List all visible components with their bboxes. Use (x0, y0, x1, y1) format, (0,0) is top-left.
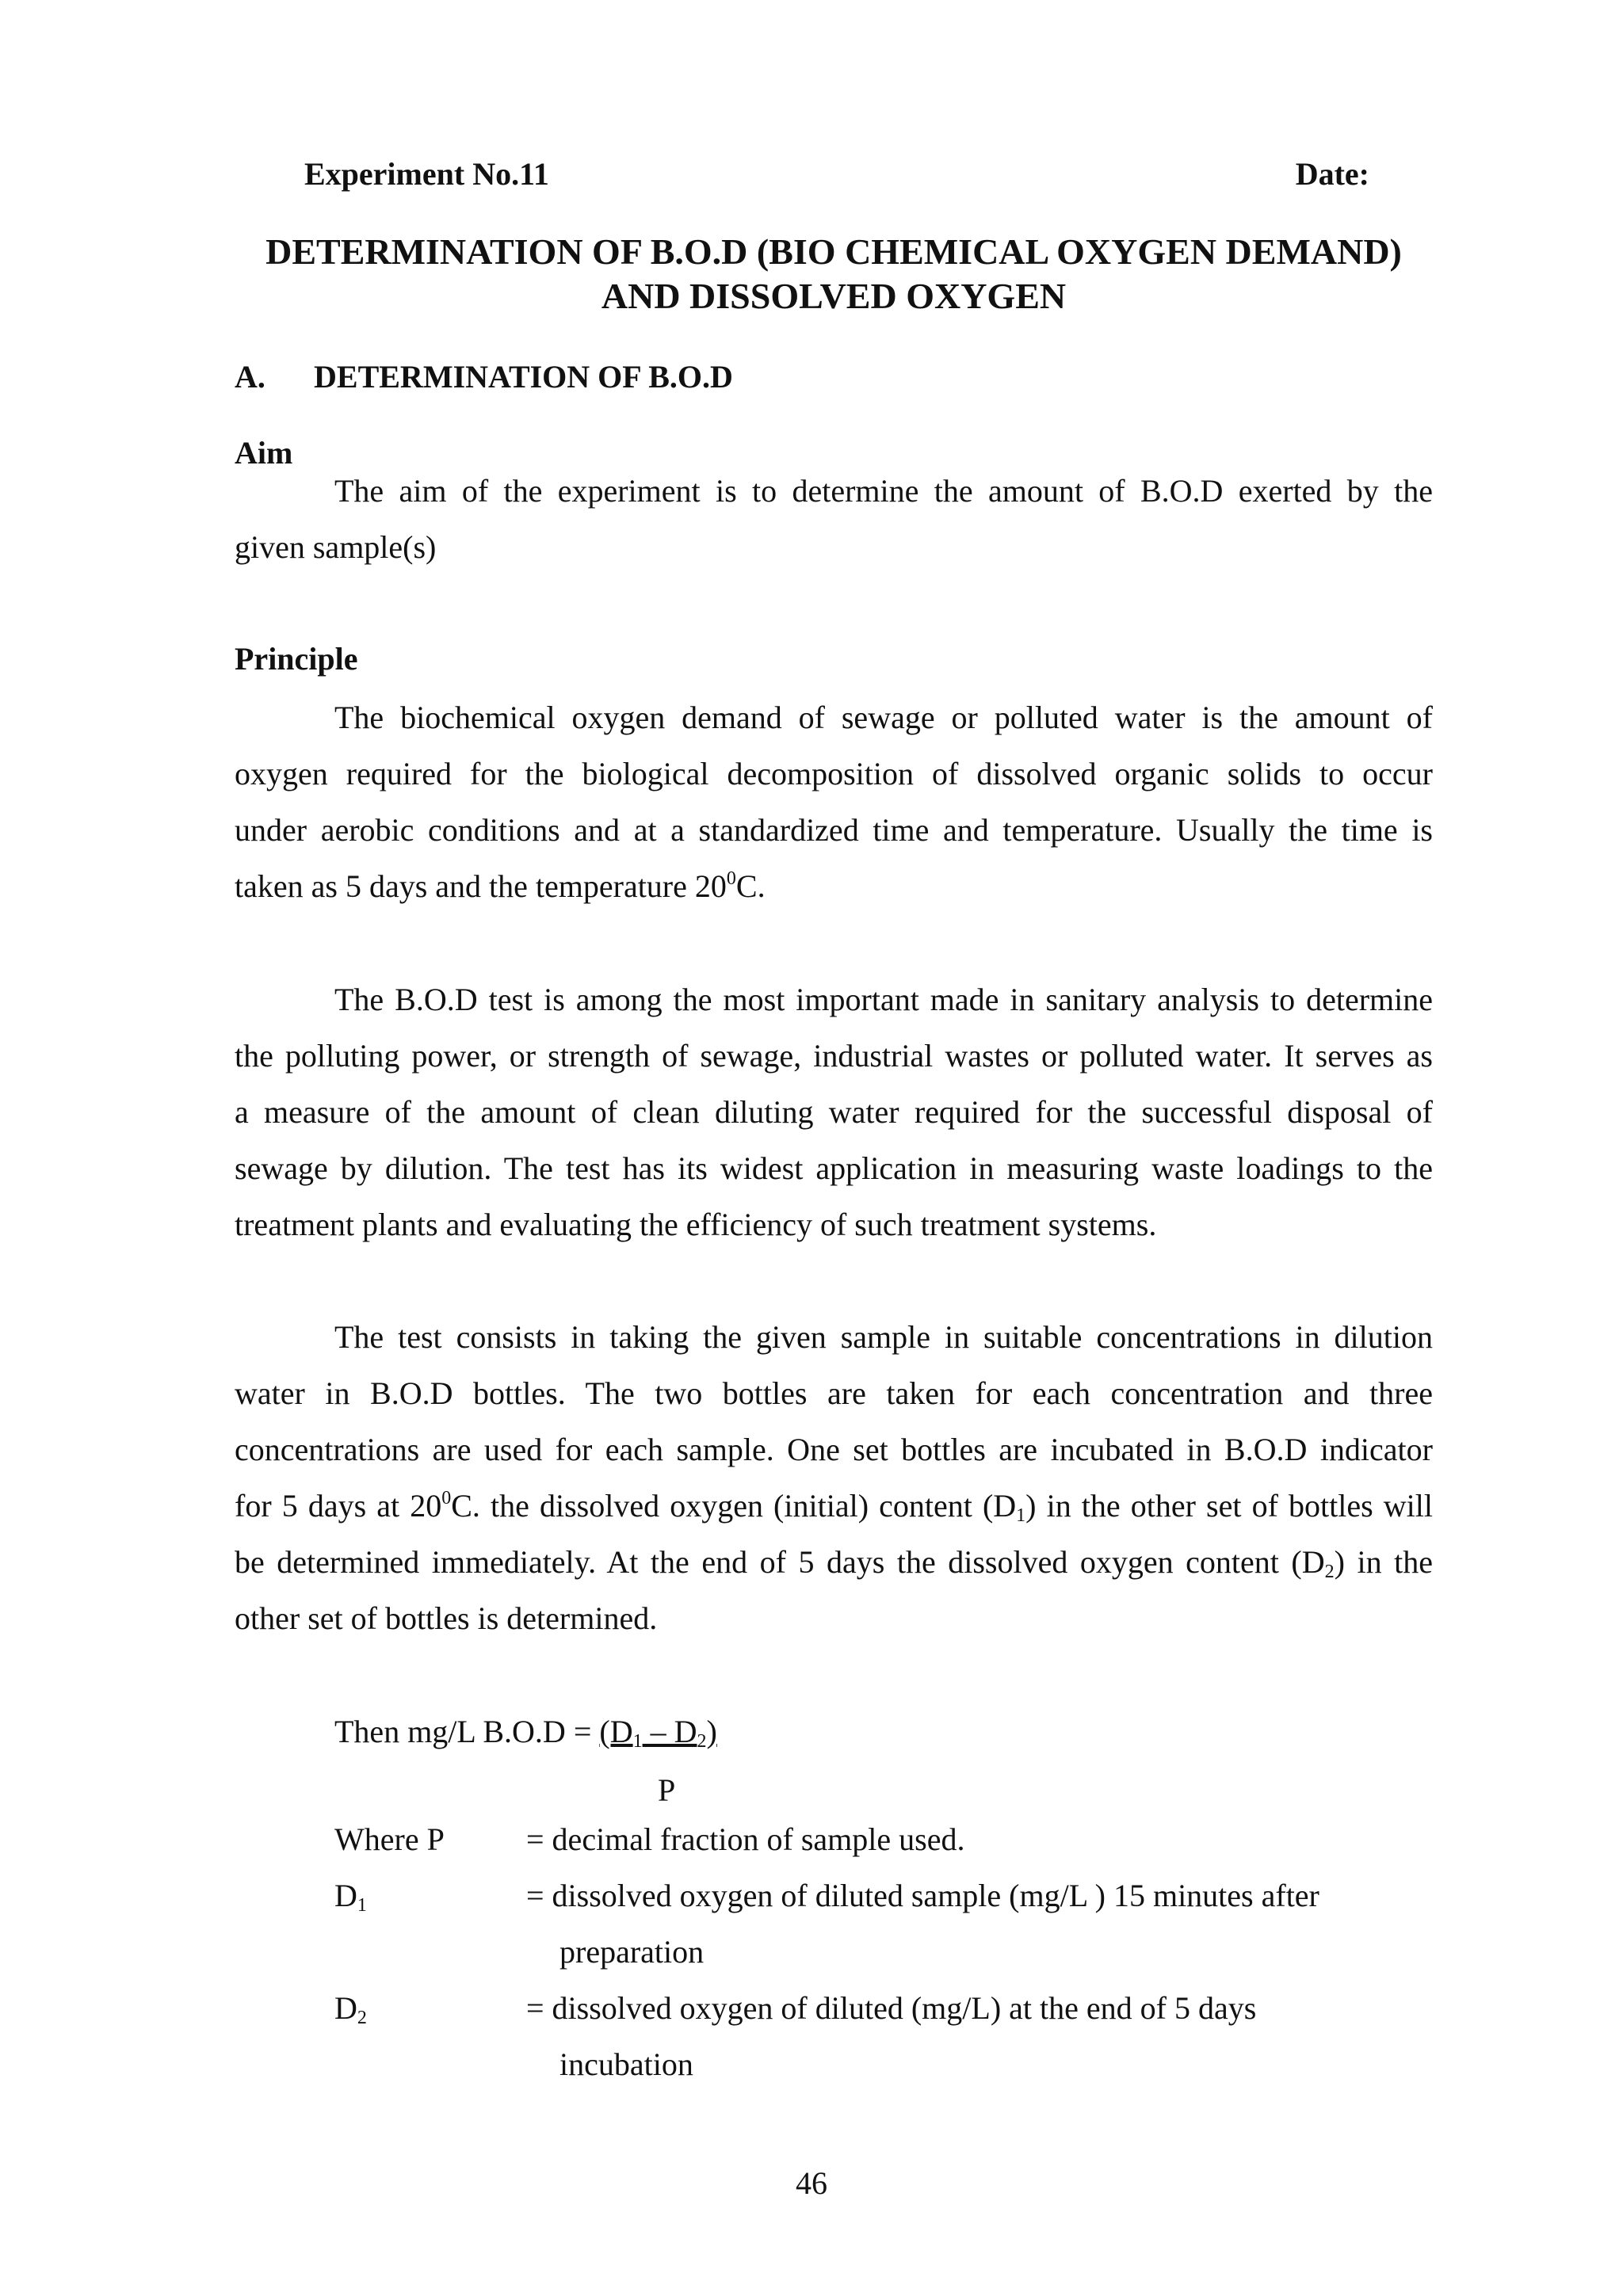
p3-line-5-b: ) in the (1334, 1544, 1433, 1580)
aim-line-1: The aim of the experiment is to determine the amount of B.O.D exerted by the (334, 473, 1433, 509)
p1-line-1: The biochemical oxygen demand of sewage or polluted water is the amount of (334, 700, 1433, 735)
numerator-open: (D (599, 1714, 633, 1749)
section-heading (235, 358, 733, 395)
desc-line: = dissolved oxygen of diluted (mg/L) at the end of 5 days (526, 1990, 1257, 2026)
aim-line-2: given sample(s) (235, 529, 437, 565)
desc-continuation: preparation (559, 1934, 705, 1970)
aim-paragraph (235, 463, 1433, 575)
p1-line-3: under aerobic conditions and at a standardized time and temperature. Usually the time is (235, 812, 1433, 848)
d2-subscript: 2 (1324, 1562, 1335, 1582)
formula-prefix: Then mg/L B.O.D = (334, 1714, 600, 1749)
p1-line-4-text: taken as 5 days and the temperature 20 (235, 868, 727, 904)
principle-paragraph-2 (235, 971, 1433, 1253)
p3-line-4 (235, 1478, 1433, 1534)
definition-term (334, 1980, 367, 2036)
term-base: D (334, 1878, 357, 1913)
p2-line-1: The B.O.D test is among the most important made in sanitary analysis to determine (334, 982, 1433, 1017)
principle-paragraph-3 (235, 1309, 1433, 1646)
degree-superscript: 0 (441, 1488, 452, 1508)
p2-line-4: sewage by dilution. The test has its widest application in measuring waste loadings to the (235, 1150, 1433, 1186)
p1-line-2: oxygen required for the biological decomposition of dissolved organic solids to occur (235, 756, 1433, 791)
term-base: D (334, 1990, 357, 2026)
degree-superscript: 0 (726, 868, 736, 889)
p2-line-2: the polluting power, or strength of sewage, industrial wastes or polluted water. It serves as (235, 1038, 1433, 1074)
p3-line-6: other set of bottles is determined. (235, 1600, 658, 1636)
definition-term: Where P (334, 1821, 445, 1857)
desc-line: = dissolved oxygen of diluted sample (mg/L ) 15 minutes after (526, 1878, 1319, 1913)
p3-line-4-b: C. the dissolved oxygen (initial) content (D (451, 1488, 1017, 1524)
numerator-sub-2: 2 (697, 1731, 707, 1752)
experiment-number: Experiment No.11 (304, 156, 549, 192)
page-title (235, 230, 1433, 318)
formula-numerator (599, 1714, 717, 1752)
title-line-1: DETERMINATION OF B.O.D (BIO CHEMICAL OXYGEN DEMAND) (265, 231, 1402, 272)
title-line-2: AND DISSOLVED OXYGEN (601, 276, 1067, 316)
numerator-close: ) (706, 1714, 717, 1749)
p3-line-4-c: ) in the other set of bottles will (1025, 1488, 1433, 1524)
bod-formula (334, 1713, 717, 1750)
page-number: 46 (796, 2165, 827, 2201)
definition-term (334, 1867, 367, 1924)
numerator-mid: – D (642, 1714, 697, 1749)
p1-line-4 (235, 858, 1433, 914)
definition-desc (526, 1867, 1477, 1980)
principle-paragraph-1 (235, 689, 1433, 914)
numerator-sub-1: 1 (632, 1731, 643, 1752)
aim-heading: Aim (235, 435, 293, 471)
d1-subscript: 1 (1016, 1505, 1026, 1526)
p3-line-4-a: for 5 days at 20 (235, 1488, 442, 1524)
p3-line-1: The test consists in taking the given sample in suitable concentrations in dilution (334, 1319, 1433, 1355)
term-sub: 2 (357, 2008, 367, 2028)
principle-heading: Principle (235, 641, 358, 677)
p3-line-2: water in B.O.D bottles. The two bottles are taken for each concentration and three (235, 1375, 1433, 1411)
definition-desc: = decimal fraction of sample used. (526, 1821, 965, 1857)
p3-line-3: concentrations are used for each sample. One set bottles are incubated in B.O.D indicator (235, 1432, 1433, 1467)
p3-line-5-a: be determined immediately. At the end of 5 days the dissolved oxygen content (D (235, 1544, 1325, 1580)
section-letter: A. (235, 359, 265, 395)
formula-denominator: P (658, 1772, 676, 1808)
term-sub: 1 (357, 1895, 367, 1916)
definition-desc (526, 1980, 1477, 2092)
p2-line-5: treatment plants and evaluating the efficiency of such treatment systems. (235, 1207, 1157, 1242)
p1-line-4-end: C. (735, 868, 766, 904)
desc-continuation: incubation (559, 2046, 693, 2082)
p3-line-5 (235, 1534, 1433, 1590)
p2-line-3: a measure of the amount of clean diluting water required for the successful disposal of (235, 1094, 1433, 1130)
date-label: Date: (1295, 156, 1369, 192)
section-title: DETERMINATION OF B.O.D (314, 359, 733, 395)
